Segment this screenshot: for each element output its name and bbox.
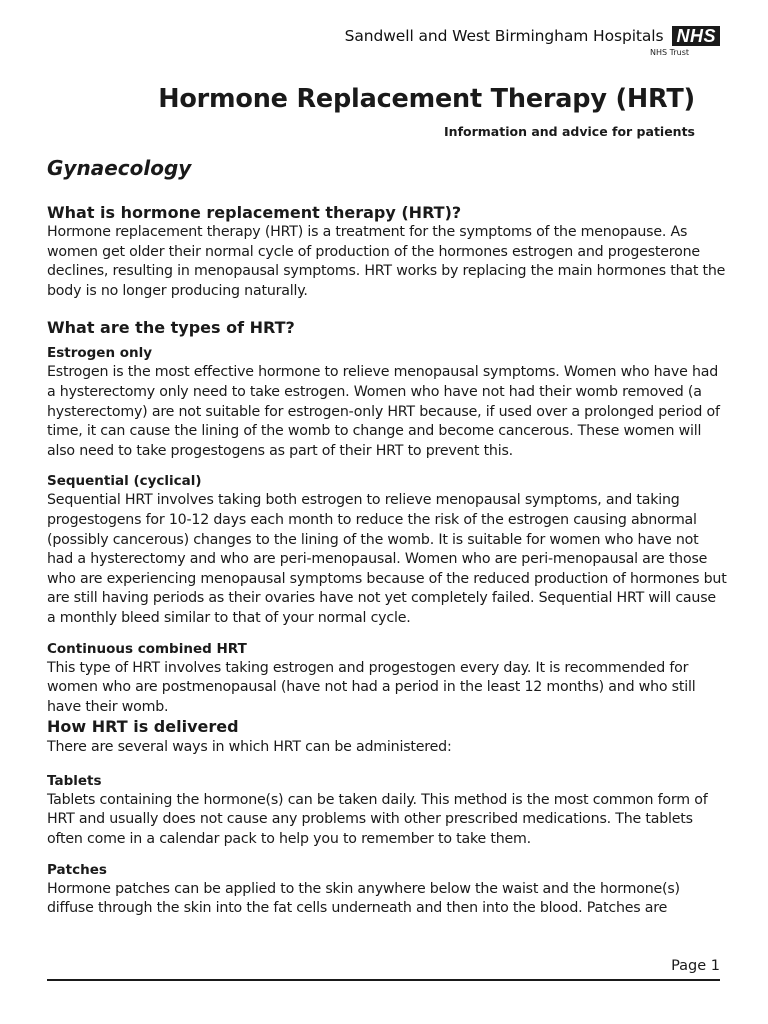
subsection-paragraph: Estrogen is the most effective hormone to relieve menopausal symptoms. Women who have had a hysterectomy only need to take estrogen. Women who have not had their womb removed (a hysterectomy) are not suitable for estrogen-only HRT because, if used over a prolonged period of time, it can cause the lining of the womb to change and become cancerous. These women will also need to take progestogens as part of their HRT to prevent this. [47, 364, 720, 459]
subsection-sequential [47, 472, 727, 628]
section-heading: How HRT is delivered [47, 717, 239, 737]
organisation-name: Sandwell and West Birmingham Hospitals [344, 27, 664, 45]
subsection-paragraph: Hormone patches can be applied to the skin anywhere below the waist and the hormone(s) diffuse through the skin into the fat cells underneath and then into the blood. Patches are [47, 880, 680, 917]
section-paragraph: Hormone replacement therapy (HRT) is a treatment for the symptoms of the menopause. As women get older their normal cycle of production of the hormones estrogen and progesterone declines, resulting in menopausal symptoms. HRT works by replacing the main hormones that the body is no longer producing naturally. [47, 224, 726, 299]
subsection-estrogen-only [47, 344, 727, 461]
department-label: Gynaecology [47, 156, 192, 180]
page-number: Page 1 [671, 958, 720, 974]
section-heading: What are the types of HRT? [47, 318, 295, 338]
subsection-heading: Continuous combined HRT [47, 640, 247, 657]
subsection-paragraph: Tablets containing the hormone(s) can be taken daily. This method is the most common form of HRT and usually does not cause any problems with other prescribed medications. The tablets often come in a calendar pack to help you to remember to take them. [47, 791, 708, 848]
document-subtitle: Information and advice for patients [444, 124, 695, 139]
subsection-patches [47, 861, 727, 919]
subsection-heading: Sequential (cyclical) [47, 473, 202, 490]
subsection-heading: Estrogen only [47, 345, 153, 362]
section-what-is-hrt [47, 203, 727, 301]
organisation-header [345, 26, 720, 57]
subsection-paragraph: Sequential HRT involves taking both estrogen to relieve menopausal symptoms, and taking progestogens for 10-12 days each month to reduce the risk of the estrogen causing abnormal (possibly cancerous) changes to the lining of the womb. It is suitable for women who have not had a hysterectomy and who are peri-menopausal. Women who are peri-menopausal are those who are experiencing menopausal symptoms because of the reduced production of hormones but are still having periods as their ovaries have not yet completely failed. Sequential HRT will cause a monthly bleed similar to that of your normal cycle. [47, 492, 727, 626]
section-heading: What is hormone replacement therapy (HRT)? [47, 203, 462, 222]
subsection-paragraph: This type of HRT involves taking estrogen and progestogen every day. It is recommended for women who are postmenopausal (have not had a period in the least 12 months) and who still have their womb. [47, 659, 696, 715]
nhs-logo: NHS [672, 26, 720, 46]
trust-label: NHS Trust [650, 48, 689, 57]
subsection-continuous-combined [47, 640, 727, 718]
subsection-tablets [47, 772, 727, 850]
section-types-of-hrt [47, 318, 727, 717]
document-title: Hormone Replacement Therapy (HRT) [158, 84, 695, 114]
main-content [47, 203, 727, 919]
organisation-row [345, 26, 720, 46]
section-how-hrt-delivered [47, 717, 727, 919]
subsection-heading: Patches [47, 861, 107, 878]
footer-divider [47, 979, 720, 981]
subsection-heading: Tablets [47, 772, 102, 789]
section-intro: There are several ways in which HRT can be administered: [47, 739, 452, 756]
